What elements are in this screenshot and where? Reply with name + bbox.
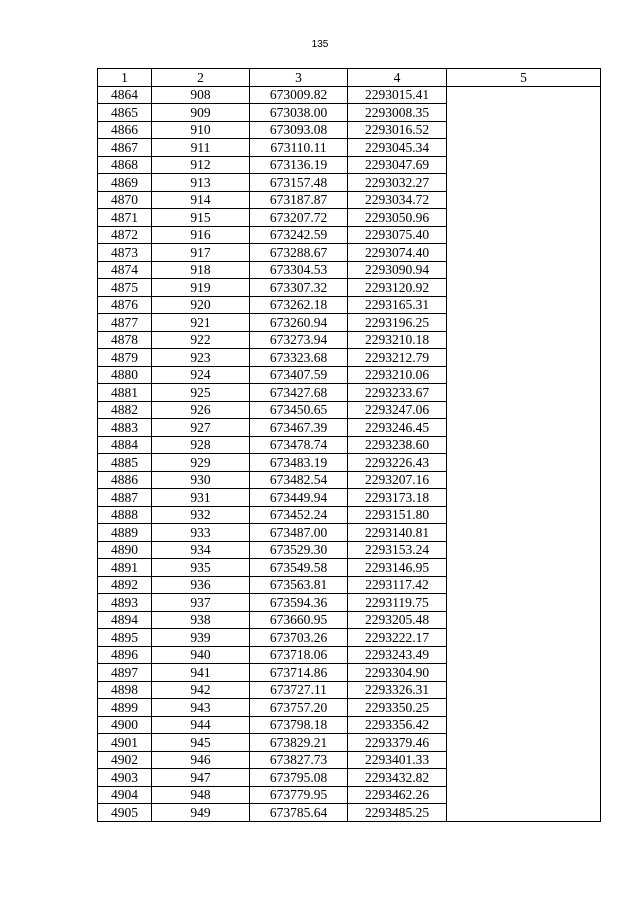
- table-header: [98, 69, 601, 87]
- vertex-number-cell: 926: [152, 401, 250, 419]
- coordinate-y-cell: 2293246.45: [348, 419, 447, 437]
- vertex-number-cell: 920: [152, 296, 250, 314]
- vertex-number-cell: 932: [152, 506, 250, 524]
- coordinate-y-cell: 2293151.80: [348, 506, 447, 524]
- coordinates-table: [97, 68, 601, 822]
- coordinate-y-cell: 2293379.46: [348, 734, 447, 752]
- coordinate-y-cell: 2293008.35: [348, 104, 447, 122]
- point-number-cell: 4890: [98, 541, 152, 559]
- coordinate-x-cell: 673262.18: [250, 296, 348, 314]
- coordinate-y-cell: 2293226.43: [348, 454, 447, 472]
- point-number-cell: 4869: [98, 174, 152, 192]
- coordinate-x-cell: 673795.08: [250, 769, 348, 787]
- coordinate-y-cell: 2293432.82: [348, 769, 447, 787]
- point-number-cell: 4884: [98, 436, 152, 454]
- point-number-cell: 4899: [98, 699, 152, 717]
- coordinate-y-cell: 2293238.60: [348, 436, 447, 454]
- coordinate-y-cell: 2293119.75: [348, 594, 447, 612]
- point-number-cell: 4893: [98, 594, 152, 612]
- coordinate-y-cell: 2293222.17: [348, 629, 447, 647]
- vertex-number-cell: 925: [152, 384, 250, 402]
- point-number-cell: 4866: [98, 121, 152, 139]
- point-number-cell: 4887: [98, 489, 152, 507]
- vertex-number-cell: 942: [152, 681, 250, 699]
- coordinate-x-cell: 673009.82: [250, 86, 348, 104]
- vertex-number-cell: 912: [152, 156, 250, 174]
- coordinate-x-cell: 673563.81: [250, 576, 348, 594]
- coordinate-x-cell: 673449.94: [250, 489, 348, 507]
- coordinate-y-cell: 2293165.31: [348, 296, 447, 314]
- point-number-cell: 4883: [98, 419, 152, 437]
- coordinate-x-cell: 673549.58: [250, 559, 348, 577]
- point-number-cell: 4892: [98, 576, 152, 594]
- page-number: 135: [311, 39, 329, 50]
- coordinate-y-cell: 2293233.67: [348, 384, 447, 402]
- point-number-cell: 4871: [98, 209, 152, 227]
- coordinate-y-cell: 2293207.16: [348, 471, 447, 489]
- point-number-cell: 4873: [98, 244, 152, 262]
- vertex-number-cell: 949: [152, 804, 250, 822]
- point-number-cell: 4894: [98, 611, 152, 629]
- vertex-number-cell: 915: [152, 209, 250, 227]
- coordinate-y-cell: 2293050.96: [348, 209, 447, 227]
- vertex-number-cell: 924: [152, 366, 250, 384]
- coordinate-x-cell: 673038.00: [250, 104, 348, 122]
- coordinate-x-cell: 673483.19: [250, 454, 348, 472]
- coordinate-y-cell: 2293140.81: [348, 524, 447, 542]
- coordinate-x-cell: 673450.65: [250, 401, 348, 419]
- coordinate-x-cell: 673478.74: [250, 436, 348, 454]
- vertex-number-cell: 948: [152, 786, 250, 804]
- notes-cell: [447, 86, 601, 821]
- vertex-number-cell: 933: [152, 524, 250, 542]
- vertex-number-cell: 922: [152, 331, 250, 349]
- coordinate-y-cell: 2293247.06: [348, 401, 447, 419]
- header-col-5: 5: [447, 69, 601, 87]
- coordinate-y-cell: 2293243.49: [348, 646, 447, 664]
- coordinate-x-cell: 673660.95: [250, 611, 348, 629]
- coordinate-x-cell: 673757.20: [250, 699, 348, 717]
- coordinate-y-cell: 2293032.27: [348, 174, 447, 192]
- coordinate-y-cell: 2293015.41: [348, 86, 447, 104]
- vertex-number-cell: 943: [152, 699, 250, 717]
- point-number-cell: 4864: [98, 86, 152, 104]
- point-number-cell: 4870: [98, 191, 152, 209]
- coordinate-x-cell: 673307.32: [250, 279, 348, 297]
- vertex-number-cell: 908: [152, 86, 250, 104]
- coordinate-x-cell: 673703.26: [250, 629, 348, 647]
- point-number-cell: 4902: [98, 751, 152, 769]
- coordinate-y-cell: 2293047.69: [348, 156, 447, 174]
- coordinate-y-cell: 2293074.40: [348, 244, 447, 262]
- coordinate-x-cell: 673779.95: [250, 786, 348, 804]
- coordinate-y-cell: 2293350.25: [348, 699, 447, 717]
- vertex-number-cell: 930: [152, 471, 250, 489]
- header-col-2: 2: [152, 69, 250, 87]
- vertex-number-cell: 940: [152, 646, 250, 664]
- point-number-cell: 4891: [98, 559, 152, 577]
- coordinate-y-cell: 2293205.48: [348, 611, 447, 629]
- coordinate-x-cell: 673827.73: [250, 751, 348, 769]
- coordinate-y-cell: 2293146.95: [348, 559, 447, 577]
- point-number-cell: 4880: [98, 366, 152, 384]
- coordinate-x-cell: 673273.94: [250, 331, 348, 349]
- coordinate-x-cell: 673452.24: [250, 506, 348, 524]
- coordinate-y-cell: 2293212.79: [348, 349, 447, 367]
- coordinate-y-cell: 2293075.40: [348, 226, 447, 244]
- coordinate-x-cell: 673136.19: [250, 156, 348, 174]
- vertex-number-cell: 916: [152, 226, 250, 244]
- point-number-cell: 4904: [98, 786, 152, 804]
- vertex-number-cell: 944: [152, 716, 250, 734]
- vertex-number-cell: 911: [152, 139, 250, 157]
- point-number-cell: 4881: [98, 384, 152, 402]
- vertex-number-cell: 939: [152, 629, 250, 647]
- coordinate-y-cell: 2293210.06: [348, 366, 447, 384]
- vertex-number-cell: 918: [152, 261, 250, 279]
- coordinate-y-cell: 2293173.18: [348, 489, 447, 507]
- point-number-cell: 4878: [98, 331, 152, 349]
- coordinate-y-cell: 2293401.33: [348, 751, 447, 769]
- vertex-number-cell: 946: [152, 751, 250, 769]
- coordinate-y-cell: 2293356.42: [348, 716, 447, 734]
- point-number-cell: 4876: [98, 296, 152, 314]
- header-col-1: 1: [98, 69, 152, 87]
- coordinate-x-cell: 673727.11: [250, 681, 348, 699]
- coordinate-x-cell: 673242.59: [250, 226, 348, 244]
- coordinate-x-cell: 673829.21: [250, 734, 348, 752]
- vertex-number-cell: 923: [152, 349, 250, 367]
- vertex-number-cell: 914: [152, 191, 250, 209]
- coordinate-x-cell: 673529.30: [250, 541, 348, 559]
- coordinate-x-cell: 673798.18: [250, 716, 348, 734]
- header-row: [98, 69, 601, 87]
- coordinate-y-cell: 2293326.31: [348, 681, 447, 699]
- vertex-number-cell: 919: [152, 279, 250, 297]
- coordinate-x-cell: 673714.86: [250, 664, 348, 682]
- coordinate-x-cell: 673288.67: [250, 244, 348, 262]
- point-number-cell: 4872: [98, 226, 152, 244]
- vertex-number-cell: 947: [152, 769, 250, 787]
- coordinate-y-cell: 2293045.34: [348, 139, 447, 157]
- coordinate-y-cell: 2293196.25: [348, 314, 447, 332]
- vertex-number-cell: 941: [152, 664, 250, 682]
- coordinate-y-cell: 2293034.72: [348, 191, 447, 209]
- coordinate-y-cell: 2293117.42: [348, 576, 447, 594]
- point-number-cell: 4875: [98, 279, 152, 297]
- point-number-cell: 4888: [98, 506, 152, 524]
- point-number-cell: 4901: [98, 734, 152, 752]
- table-body: [98, 86, 601, 821]
- point-number-cell: 4885: [98, 454, 152, 472]
- vertex-number-cell: 921: [152, 314, 250, 332]
- coordinate-y-cell: 2293153.24: [348, 541, 447, 559]
- coordinate-x-cell: 673187.87: [250, 191, 348, 209]
- point-number-cell: 4886: [98, 471, 152, 489]
- point-number-cell: 4896: [98, 646, 152, 664]
- vertex-number-cell: 938: [152, 611, 250, 629]
- point-number-cell: 4879: [98, 349, 152, 367]
- coordinate-x-cell: 673207.72: [250, 209, 348, 227]
- table-row: [98, 86, 601, 104]
- coordinate-x-cell: 673467.39: [250, 419, 348, 437]
- point-number-cell: 4877: [98, 314, 152, 332]
- vertex-number-cell: 910: [152, 121, 250, 139]
- vertex-number-cell: 929: [152, 454, 250, 472]
- coordinate-x-cell: 673785.64: [250, 804, 348, 822]
- point-number-cell: 4900: [98, 716, 152, 734]
- coordinate-x-cell: 673407.59: [250, 366, 348, 384]
- vertex-number-cell: 909: [152, 104, 250, 122]
- point-number-cell: 4895: [98, 629, 152, 647]
- coordinate-x-cell: 673110.11: [250, 139, 348, 157]
- vertex-number-cell: 934: [152, 541, 250, 559]
- coordinate-y-cell: 2293462.26: [348, 786, 447, 804]
- point-number-cell: 4905: [98, 804, 152, 822]
- coordinate-y-cell: 2293120.92: [348, 279, 447, 297]
- coordinate-y-cell: 2293090.94: [348, 261, 447, 279]
- point-number-cell: 4874: [98, 261, 152, 279]
- coordinate-x-cell: 673323.68: [250, 349, 348, 367]
- coordinate-x-cell: 673093.08: [250, 121, 348, 139]
- coordinate-y-cell: 2293210.18: [348, 331, 447, 349]
- point-number-cell: 4882: [98, 401, 152, 419]
- point-number-cell: 4897: [98, 664, 152, 682]
- point-number-cell: 4865: [98, 104, 152, 122]
- vertex-number-cell: 945: [152, 734, 250, 752]
- header-col-3: 3: [250, 69, 348, 87]
- coordinate-y-cell: 2293016.52: [348, 121, 447, 139]
- header-col-4: 4: [348, 69, 447, 87]
- vertex-number-cell: 928: [152, 436, 250, 454]
- coordinate-x-cell: 673427.68: [250, 384, 348, 402]
- coordinate-x-cell: 673260.94: [250, 314, 348, 332]
- point-number-cell: 4868: [98, 156, 152, 174]
- vertex-number-cell: 937: [152, 594, 250, 612]
- point-number-cell: 4898: [98, 681, 152, 699]
- coordinate-x-cell: 673718.06: [250, 646, 348, 664]
- point-number-cell: 4867: [98, 139, 152, 157]
- coordinate-x-cell: 673487.00: [250, 524, 348, 542]
- coordinate-x-cell: 673594.36: [250, 594, 348, 612]
- vertex-number-cell: 935: [152, 559, 250, 577]
- vertex-number-cell: 931: [152, 489, 250, 507]
- vertex-number-cell: 936: [152, 576, 250, 594]
- vertex-number-cell: 927: [152, 419, 250, 437]
- point-number-cell: 4889: [98, 524, 152, 542]
- vertex-number-cell: 913: [152, 174, 250, 192]
- coordinate-x-cell: 673482.54: [250, 471, 348, 489]
- vertex-number-cell: 917: [152, 244, 250, 262]
- coordinate-y-cell: 2293304.90: [348, 664, 447, 682]
- coordinate-x-cell: 673157.48: [250, 174, 348, 192]
- coordinate-x-cell: 673304.53: [250, 261, 348, 279]
- coordinate-y-cell: 2293485.25: [348, 804, 447, 822]
- point-number-cell: 4903: [98, 769, 152, 787]
